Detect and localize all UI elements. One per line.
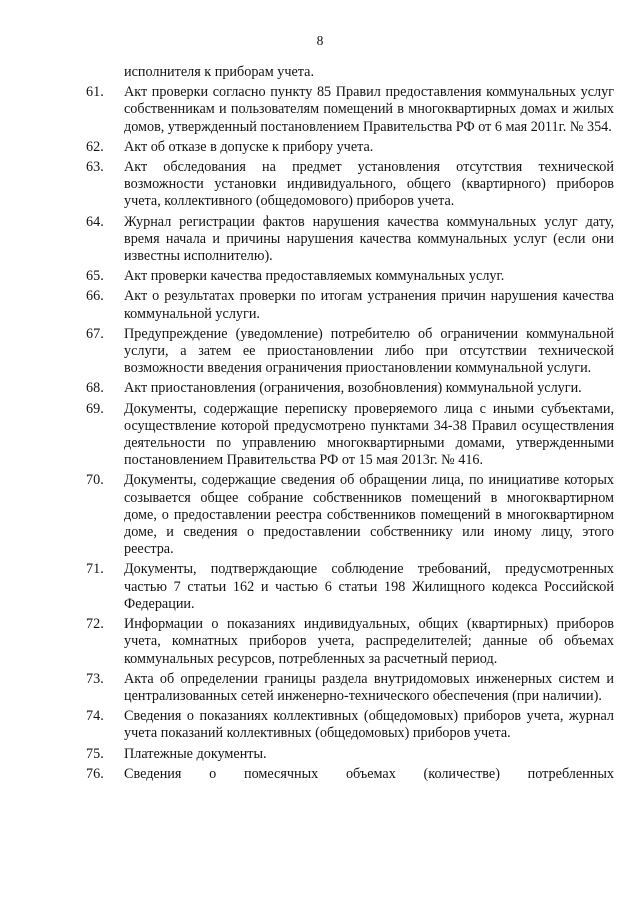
list-item (86, 766, 614, 783)
item-text: Акта об определении границы раздела внутридомовых инженерных систем и централизованных сетей инженерно-технического обеспечения (при наличии). (124, 670, 614, 704)
item-number: 74. (86, 708, 104, 725)
item-text: Документы, подтверждающие соблюдение требований, предусмотренных частью 7 статьи 162 и частью 6 статьи 198 Жилищного кодекса Российской Федерации. (124, 561, 614, 612)
list-item (86, 268, 614, 285)
item-number: 68. (86, 380, 104, 397)
item-number: 71. (86, 561, 104, 578)
continued-text: исполнителя к приборам учета. (124, 64, 314, 80)
page-number: 8 (316, 33, 324, 48)
item-text: Предупреждение (уведомление) потребителю об ограничении коммунальной услуги, а затем ее приостановлении либо при отсутствии технической возможности введения ограничения приостановлении коммунальной услуги. (124, 325, 614, 377)
item-text: Акт проверки согласно пункту 85 Правил предоставления коммунальных услуг собственникам и пользователям помещений в многоквартирных домах и жилых домов, утвержденный постановлением Правительства РФ от 6 мая 2011г. № 354. (124, 84, 614, 135)
item-number: 72. (86, 616, 104, 633)
item-number: 67. (86, 325, 104, 342)
list-item (86, 708, 614, 742)
item-number: 70. (86, 472, 104, 489)
item-number: 73. (86, 670, 104, 687)
item-text: Платежные документы. (124, 745, 267, 762)
item-number: 62. (86, 138, 104, 155)
item-number: 76. (86, 765, 104, 782)
item-text: Акт о результатах проверки по итогам устранения причин нарушения качества коммунальной услуги. (124, 288, 614, 322)
list-item (86, 401, 614, 470)
item-number: 63. (86, 159, 104, 176)
item-text: Акт приостановления (ограничения, возобновления) коммунальной услуги. (124, 380, 582, 397)
list-item (86, 326, 614, 378)
list-item (86, 472, 614, 558)
item-number: 75. (86, 745, 104, 762)
list-item (86, 616, 614, 668)
item-number: 65. (86, 268, 104, 285)
list-item (86, 561, 614, 613)
list-item (86, 139, 614, 156)
item-text: Информации о показаниях индивидуальных, общих (квартирных) приборов учета, комнатных приборов учета, распределителей; данные об объемах коммунальных ресурсов, потребленных за расчетный период. (124, 616, 614, 667)
list-item (86, 214, 614, 266)
list-item (86, 288, 614, 322)
item-number: 66. (86, 288, 104, 305)
item-text: Акт проверки качества предоставляемых коммунальных услуг. (124, 268, 505, 285)
item-text: Документы, содержащие сведения об обращении лица, по инициативе которых созывается общее собрание собственников помещений в многоквартирном доме, о предоставлении реестра собственников помещений в многоквартирном доме, и сведения о предоставлении собственнику или иному лицу, этого реестра. (124, 472, 614, 558)
list-item (86, 159, 614, 211)
item-text: Журнал регистрации фактов нарушения качества коммунальных услуг дату, время начала и причины нарушения качества коммунальных услуг (если они известны исполнителю). (124, 213, 614, 265)
item-number: 61. (86, 84, 104, 101)
list-item (86, 380, 614, 397)
item-text: Документы, содержащие переписку проверяемого лица с иными субъектами, осуществление которой предусмотрено пунктами 34-38 Правил осуществления деятельности по управлению многоквартирными домами, утвержденными постановлением Правительства РФ от 15 мая 2013г. № 416. (124, 400, 614, 469)
item-text: Акт обследования на предмет установления отсутствия технической возможности установки индивидуального, общего (квартирного) приборов учета, коллективного (общедомового) приборов учета. (124, 159, 614, 210)
item-text: Сведения о помесячных объемах (количестве) потребленных (124, 765, 614, 782)
item-number: 64. (86, 213, 104, 230)
item-text: Сведения о показаниях коллективных (общедомовых) приборов учета, журнал учета показаний коллективных (общедомовых) приборов учета. (124, 708, 614, 742)
item-text: Акт об отказе в допуске к прибору учета. (124, 138, 374, 155)
list-item (86, 84, 614, 136)
document-body (86, 64, 614, 783)
item-number: 69. (86, 400, 104, 417)
list-item (86, 671, 614, 705)
list-item (86, 746, 614, 763)
